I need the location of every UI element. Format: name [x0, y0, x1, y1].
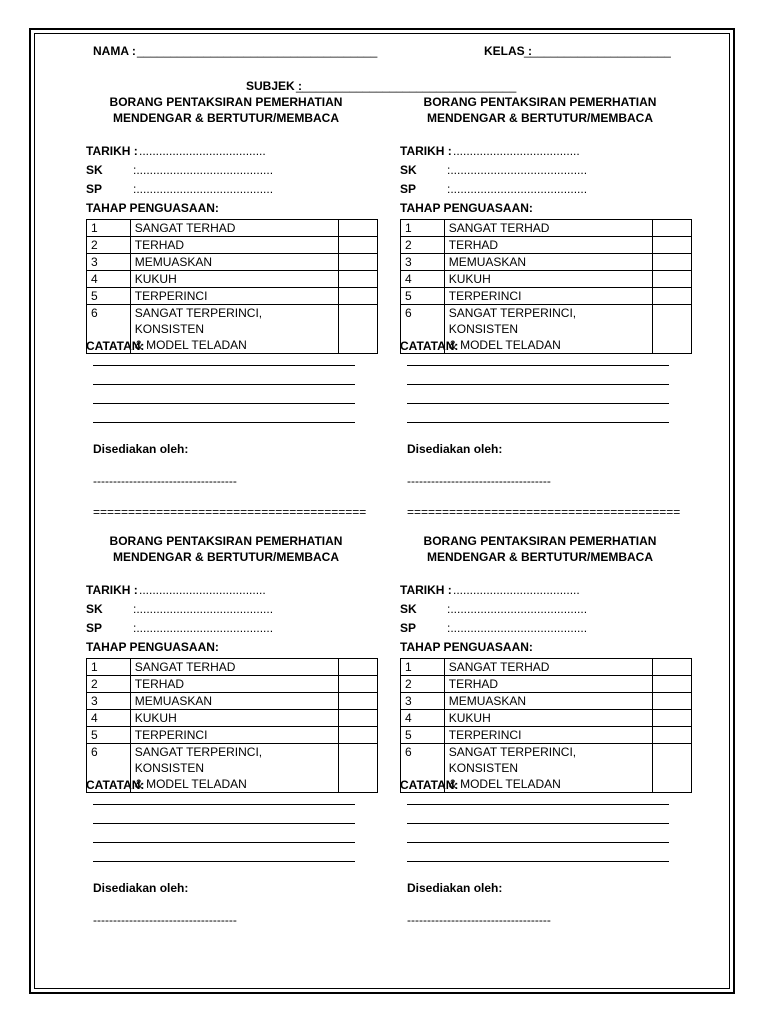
level-number: 4 [401, 710, 445, 727]
sp-dots[interactable]: :......................................... [447, 182, 588, 196]
level-mark-cell[interactable] [653, 288, 692, 305]
tahap-row [87, 710, 378, 727]
catatan-line[interactable] [93, 861, 355, 862]
sk-dots[interactable]: :......................................... [447, 602, 588, 616]
level-mark-cell[interactable] [339, 220, 378, 237]
sk-label: SK [86, 602, 103, 616]
tahap-row [401, 271, 692, 288]
level-desc: TERHAD [130, 237, 339, 254]
sk-dots[interactable]: :......................................... [447, 163, 588, 177]
catatan-label: CATATAN: [86, 778, 145, 792]
card-title-line1: BORANG PENTAKSIRAN PEMERHATIAN [109, 95, 343, 109]
sp-label: SP [86, 182, 103, 196]
level-number: 3 [87, 254, 131, 271]
level-desc-line1: SANGAT TERPERINCI, KONSISTEN [448, 745, 577, 775]
level-desc: MEMUASKAN [444, 693, 653, 710]
level-mark-cell[interactable] [339, 744, 378, 793]
tahap-table [86, 219, 378, 354]
tahap-row [401, 710, 692, 727]
level-desc: TERHAD [130, 676, 339, 693]
tahap-table [400, 658, 692, 793]
level-number: 1 [401, 659, 445, 676]
level-desc-line1: SANGAT TERPERINCI, KONSISTEN [134, 745, 263, 775]
tahap-row [87, 659, 378, 676]
level-number: 3 [401, 693, 445, 710]
catatan-line[interactable] [93, 365, 355, 366]
level-desc: TERPERINCI [444, 288, 653, 305]
level-number: 2 [87, 237, 131, 254]
level-number: 6 [401, 744, 445, 793]
level-mark-cell[interactable] [339, 271, 378, 288]
level-mark-cell[interactable] [653, 710, 692, 727]
level-desc: KUKUH [444, 271, 653, 288]
tahap-row [401, 254, 692, 271]
tahap-row [87, 271, 378, 288]
level-mark-cell[interactable] [653, 271, 692, 288]
tahap-table [400, 219, 692, 354]
signature-line[interactable]: ------------------------------------ [93, 474, 237, 488]
tahap-table [86, 658, 378, 793]
nama-field[interactable]: ____________________________________ [137, 44, 378, 58]
level-desc: SANGAT TERHAD [130, 659, 339, 676]
kelas-label: KELAS : [484, 44, 532, 58]
level-mark-cell[interactable] [653, 220, 692, 237]
level-desc [130, 744, 339, 793]
sk-label: SK [400, 602, 417, 616]
sk-label: SK [86, 163, 103, 177]
assessment-card-top-left [86, 94, 378, 504]
tahap-row [87, 237, 378, 254]
level-mark-cell[interactable] [339, 659, 378, 676]
level-desc: TERPERINCI [130, 288, 339, 305]
catatan-line[interactable] [93, 422, 355, 423]
level-mark-cell[interactable] [653, 659, 692, 676]
level-desc-line2: & MODEL TELADAN [448, 338, 561, 352]
level-desc: KUKUH [444, 710, 653, 727]
signature-line[interactable]: ------------------------------------ [407, 913, 551, 927]
disediakan-label: Disediakan oleh: [407, 881, 503, 895]
tarikh-dots[interactable]: ...................................... [453, 144, 580, 158]
level-desc: KUKUH [130, 271, 339, 288]
sp-label: SP [86, 621, 103, 635]
card-title-line2: MENDENGAR & BERTUTUR/MEMBACA [113, 550, 339, 564]
level-desc: KUKUH [130, 710, 339, 727]
level-mark-cell[interactable] [339, 288, 378, 305]
level-mark-cell[interactable] [339, 676, 378, 693]
disediakan-label: Disediakan oleh: [407, 442, 503, 456]
tahap-label: TAHAP PENGUASAAN: [86, 201, 219, 215]
tarikh-label: TARIKH : [400, 583, 452, 597]
catatan-line[interactable] [407, 823, 669, 824]
tahap-row [87, 693, 378, 710]
subjek-field[interactable]: _________________________________ [296, 79, 517, 93]
level-number: 6 [401, 305, 445, 354]
assessment-card-bottom-right [400, 533, 692, 943]
card-title-line2: MENDENGAR & BERTUTUR/MEMBACA [427, 550, 653, 564]
subjek-label: SUBJEK : [246, 79, 303, 93]
level-desc: MEMUASKAN [444, 254, 653, 271]
catatan-line[interactable] [93, 823, 355, 824]
sp-label: SP [400, 182, 417, 196]
card-title-line1: BORANG PENTAKSIRAN PEMERHATIAN [423, 534, 657, 548]
sk-dots[interactable]: :......................................... [133, 602, 274, 616]
sp-dots[interactable]: :......................................... [133, 182, 274, 196]
level-mark-cell[interactable] [653, 237, 692, 254]
catatan-label: CATATAN: [400, 778, 459, 792]
tarikh-label: TARIKH : [86, 583, 138, 597]
level-mark-cell[interactable] [653, 305, 692, 354]
level-desc-line2: & MODEL TELADAN [448, 777, 561, 791]
level-desc: TERPERINCI [130, 727, 339, 744]
catatan-line[interactable] [93, 384, 355, 385]
sp-dots[interactable]: :......................................... [133, 621, 274, 635]
level-number: 2 [87, 676, 131, 693]
level-desc: TERHAD [444, 237, 653, 254]
assessment-card-top-right [400, 94, 692, 504]
level-mark-cell[interactable] [653, 676, 692, 693]
level-number: 4 [87, 271, 131, 288]
level-mark-cell[interactable] [653, 693, 692, 710]
signature-line[interactable]: ------------------------------------ [93, 913, 237, 927]
level-desc: SANGAT TERHAD [444, 220, 653, 237]
level-number: 5 [87, 288, 131, 305]
level-desc-line1: SANGAT TERPERINCI, KONSISTEN [134, 306, 263, 336]
level-desc [444, 305, 653, 354]
catatan-line[interactable] [407, 842, 669, 843]
level-number: 4 [401, 271, 445, 288]
tarikh-label: TARIKH : [400, 144, 452, 158]
tahap-label: TAHAP PENGUASAAN: [400, 201, 533, 215]
level-mark-cell[interactable] [339, 305, 378, 354]
level-number: 5 [401, 727, 445, 744]
disediakan-label: Disediakan oleh: [93, 442, 189, 456]
tahap-row [87, 288, 378, 305]
card-title-line2: MENDENGAR & BERTUTUR/MEMBACA [427, 111, 653, 125]
level-desc: MEMUASKAN [130, 254, 339, 271]
level-number: 5 [87, 727, 131, 744]
card-title-line1: BORANG PENTAKSIRAN PEMERHATIAN [423, 95, 657, 109]
tahap-row [401, 237, 692, 254]
level-desc-line2: & MODEL TELADAN [134, 777, 247, 791]
level-number: 3 [87, 693, 131, 710]
tahap-row [87, 676, 378, 693]
card-title-line1: BORANG PENTAKSIRAN PEMERHATIAN [109, 534, 343, 548]
level-mark-cell[interactable] [339, 237, 378, 254]
level-number: 2 [401, 237, 445, 254]
sk-dots[interactable]: :......................................... [133, 163, 274, 177]
tahap-row [87, 220, 378, 237]
kelas-field[interactable]: ______________________ [524, 44, 671, 58]
section-separator: ======================================= [93, 505, 367, 519]
assessment-card-bottom-left [86, 533, 378, 943]
tahap-row [401, 659, 692, 676]
level-desc [130, 305, 339, 354]
level-desc: SANGAT TERHAD [130, 220, 339, 237]
level-mark-cell[interactable] [339, 710, 378, 727]
catatan-line[interactable] [93, 804, 355, 805]
card-title-line2: MENDENGAR & BERTUTUR/MEMBACA [113, 111, 339, 125]
level-desc: TERHAD [444, 676, 653, 693]
sk-label: SK [400, 163, 417, 177]
catatan-label: CATATAN: [86, 339, 145, 353]
tarikh-dots[interactable]: ...................................... [453, 583, 580, 597]
signature-line[interactable]: ------------------------------------ [407, 474, 551, 488]
tahap-row [87, 254, 378, 271]
catatan-line[interactable] [407, 861, 669, 862]
tahap-row [401, 288, 692, 305]
tahap-row [401, 676, 692, 693]
catatan-line[interactable] [93, 842, 355, 843]
level-desc: SANGAT TERHAD [444, 659, 653, 676]
level-mark-cell[interactable] [339, 727, 378, 744]
tahap-row [401, 727, 692, 744]
level-mark-cell[interactable] [339, 254, 378, 271]
level-mark-cell[interactable] [653, 727, 692, 744]
catatan-line[interactable] [407, 422, 669, 423]
level-desc-line1: SANGAT TERPERINCI, KONSISTEN [448, 306, 577, 336]
level-mark-cell[interactable] [339, 693, 378, 710]
level-number: 6 [87, 305, 131, 354]
level-desc-line2: & MODEL TELADAN [134, 338, 247, 352]
level-number: 2 [401, 676, 445, 693]
tarikh-dots[interactable]: ...................................... [139, 144, 266, 158]
catatan-line[interactable] [407, 384, 669, 385]
sp-dots[interactable]: :......................................... [447, 621, 588, 635]
level-desc: MEMUASKAN [130, 693, 339, 710]
tahap-label: TAHAP PENGUASAAN: [400, 640, 533, 654]
level-number: 3 [401, 254, 445, 271]
level-mark-cell[interactable] [653, 744, 692, 793]
tarikh-label: TARIKH : [86, 144, 138, 158]
disediakan-label: Disediakan oleh: [93, 881, 189, 895]
level-number: 1 [87, 220, 131, 237]
tarikh-dots[interactable]: ...................................... [139, 583, 266, 597]
catatan-line[interactable] [407, 804, 669, 805]
level-desc: TERPERINCI [444, 727, 653, 744]
sp-label: SP [400, 621, 417, 635]
section-separator: ======================================= [407, 505, 681, 519]
catatan-line[interactable] [407, 365, 669, 366]
catatan-line[interactable] [93, 403, 355, 404]
level-number: 5 [401, 288, 445, 305]
nama-label: NAMA : [93, 44, 136, 58]
tahap-row [87, 727, 378, 744]
tahap-label: TAHAP PENGUASAAN: [86, 640, 219, 654]
level-desc [444, 744, 653, 793]
tahap-row [401, 220, 692, 237]
level-mark-cell[interactable] [653, 254, 692, 271]
level-number: 1 [87, 659, 131, 676]
catatan-label: CATATAN: [400, 339, 459, 353]
level-number: 1 [401, 220, 445, 237]
tahap-row [401, 693, 692, 710]
level-number: 4 [87, 710, 131, 727]
catatan-line[interactable] [407, 403, 669, 404]
level-number: 6 [87, 744, 131, 793]
